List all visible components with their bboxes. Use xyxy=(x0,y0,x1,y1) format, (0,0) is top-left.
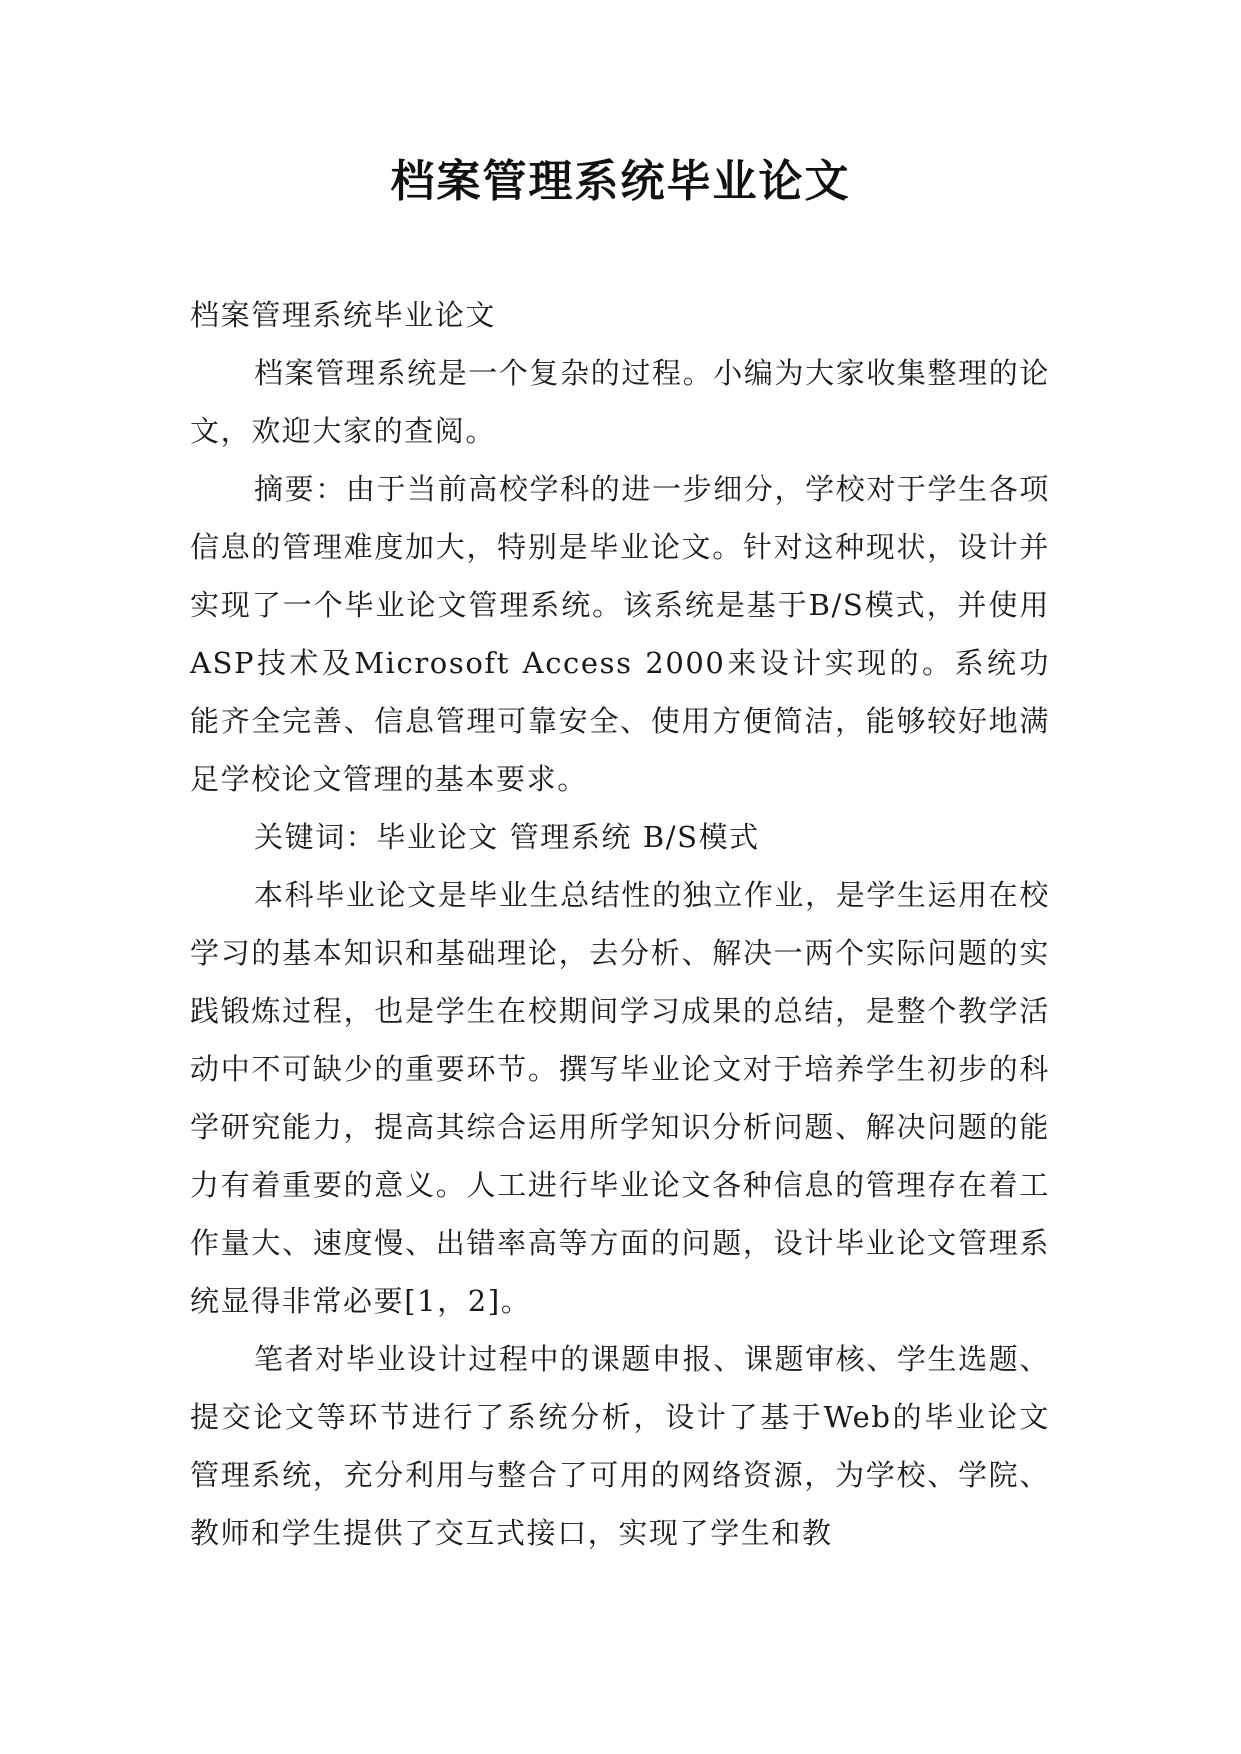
body-paragraph-2: 笔者对毕业设计过程中的课题申报、课题审核、学生选题、提交论文等环节进行了系统分析，设计了基于Web的毕业论文管理系统，充分利用与整合了可用的网络资源，为学校、学院、教师和学生提供了交互式接口，实现了学生和教 xyxy=(190,1342,1050,1550)
document-body xyxy=(190,286,1050,1562)
first-line-title: 档案管理系统毕业论文 xyxy=(190,298,497,332)
body-paragraph-1: 本科毕业论文是毕业生总结性的独立作业，是学生运用在校学习的基本知识和基础理论，去分析、解决一两个实际问题的实践锻炼过程，也是学生在校期间学习成果的总结，是整个教学活动中不可缺少的重要环节。撰写毕业论文对于培养学生初步的科学研究能力，提高其综合运用所学知识分析问题、解决问题的能力有着重要的意义。人工进行毕业论文各种信息的管理存在着工作量大、速度慢、出错率高等方面的问题，设计毕业论文管理系统显得非常必要[1，2]。 xyxy=(190,878,1050,1318)
abstract-paragraph: 摘要：由于当前高校学科的进一步细分，学校对于学生各项信息的管理难度加大，特别是毕业论文。针对这种现状，设计并实现了一个毕业论文管理系统。该系统是基于B/S模式，并使用ASP技术及Microsoft Access 2000来设计实现的。系统功能齐全完善、信息管理可靠安全、使用方便简洁，能够较好地满足学校论文管理的基本要求。 xyxy=(190,472,1050,796)
keywords-paragraph: 关键词：毕业论文 管理系统 B/S模式 xyxy=(254,820,760,854)
intro-paragraph: 档案管理系统是一个复杂的过程。小编为大家收集整理的论文，欢迎大家的查阅。 xyxy=(190,356,1050,448)
document-title: 档案管理系统毕业论文 xyxy=(390,156,851,207)
